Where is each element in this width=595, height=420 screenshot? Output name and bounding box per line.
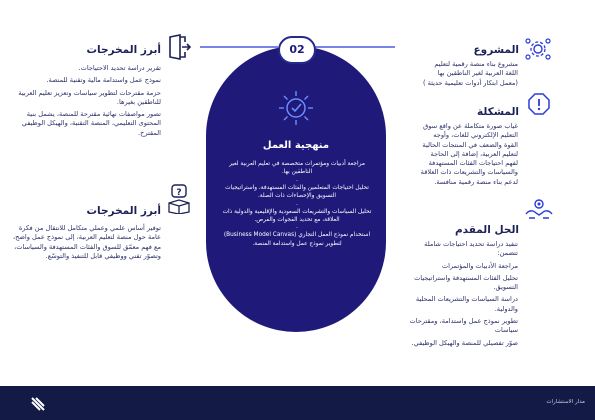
methodology-list — [222, 160, 372, 248]
solution-title: الحل المقدم — [454, 224, 519, 236]
svg-text:?: ? — [176, 188, 182, 198]
project-text: مشروع بناء منصة رقمية لتعليم اللغة العربية لغير الناطقين بها (معمل ابتكار أدوات تعليمية حديثة ) — [422, 60, 518, 87]
list-item: مراجعة الأدبيات والمؤتمرات — [441, 261, 518, 270]
list-item: تطوير نموذج عمل واستدامة، ومقترحات سياسات — [409, 317, 518, 335]
problem-title: المشكلة — [476, 106, 519, 118]
problem-text: غياب صورة متكاملة عن واقع سوق التعليم الإلكتروني للغات، وأوجه القوة والضعف في المنتجات الحالية لتعليم العربية، إضافة إلى الحاجة لفهم احتياجات الفئات المستهدفة والسياسات والتشريعات ذات العلاقة لدعم بناء منصة رقمية منافسة. — [420, 122, 518, 186]
solution-list — [405, 240, 518, 348]
list-item: استخدام نموذج العمل التجاري (Business Model Canvas) لتطوير نموذج عمل واستدامة المنصة. — [223, 232, 371, 247]
target-check-icon — [278, 90, 314, 126]
outputs-title-2: أبرز المخرجات — [86, 205, 161, 217]
list-item: تحليل الفئات المستهدفة واستراتيجيات التسويق. — [414, 273, 518, 292]
list-item: تحليل السياسات والتشريعات السعودية والإقليمية والدولية ذات العلاقة، مع تحديد الفجوات والفرص. — [222, 208, 372, 224]
footer — [0, 386, 595, 420]
list-item: تنفيذ دراسة تحديد احتياجات شاملة تتضمن: — [424, 240, 518, 258]
outputs-title-1: أبرز المخرجات — [86, 44, 161, 56]
outputs-text-2: توفير أساس علمي وعملي متكامل للانتقال من فكرة عامة حول منصة لتعليم العربية، إلى نموذج عمل واضح، مع فهم معمّق للسوق والفئات المستهدفة والسياسات، وتصوّر تقني ووظيفي قابل للتنفيذ والتوسّع. — [12, 224, 161, 260]
question-box-icon — [167, 184, 191, 214]
divider: - — [295, 224, 299, 232]
methodology-title: منهجية العمل — [262, 140, 330, 151]
warning-octagon-icon — [527, 92, 551, 116]
list-item: صوّر تفصيلي للمنصة والهيكل الوظيفي. — [411, 338, 518, 347]
list-item: حزمة مقترحات لتطوير سياسات وتعزيز تعليم العربية للناطقين بغيرها. — [18, 88, 161, 106]
footer-text: مدار الاستشارات — [546, 399, 585, 405]
project-title: المشروع — [473, 44, 519, 56]
list-item: تصور مواصفات نهائية مقترحة للمنصة، يشمل بنية المحتوى التعليمي، المنصة التقنية، والهيكل الوظيفي المقترح. — [21, 110, 161, 137]
list-item: دراسة السياسات والتشريعات المحلية والدولية. — [415, 295, 518, 313]
outputs-list-1 — [10, 64, 161, 138]
madar-logo-icon — [30, 396, 46, 412]
exit-door-icon — [167, 34, 191, 60]
settings-network-icon — [525, 36, 551, 62]
list-item: تحليل احتياجات المتعلمين والفئات المستهدفة، واستراتيجيات التسويق والإحصاءات ذات الصلة. — [225, 184, 369, 200]
divider: - — [295, 200, 299, 208]
list-item: نموذج عمل واستدامة مالية وتقنية للمنصة. — [46, 76, 161, 85]
hands-gear-icon — [525, 196, 553, 222]
list-item: تقرير دراسة تحديد الاحتياجات. — [78, 64, 161, 72]
divider: - — [295, 176, 299, 184]
section-number-badge: 02 — [278, 36, 316, 64]
list-item: مراجعة أدبيات ومؤتمرات متخصصة في تعليم العربية لغير الناطقين بها. — [229, 161, 365, 176]
